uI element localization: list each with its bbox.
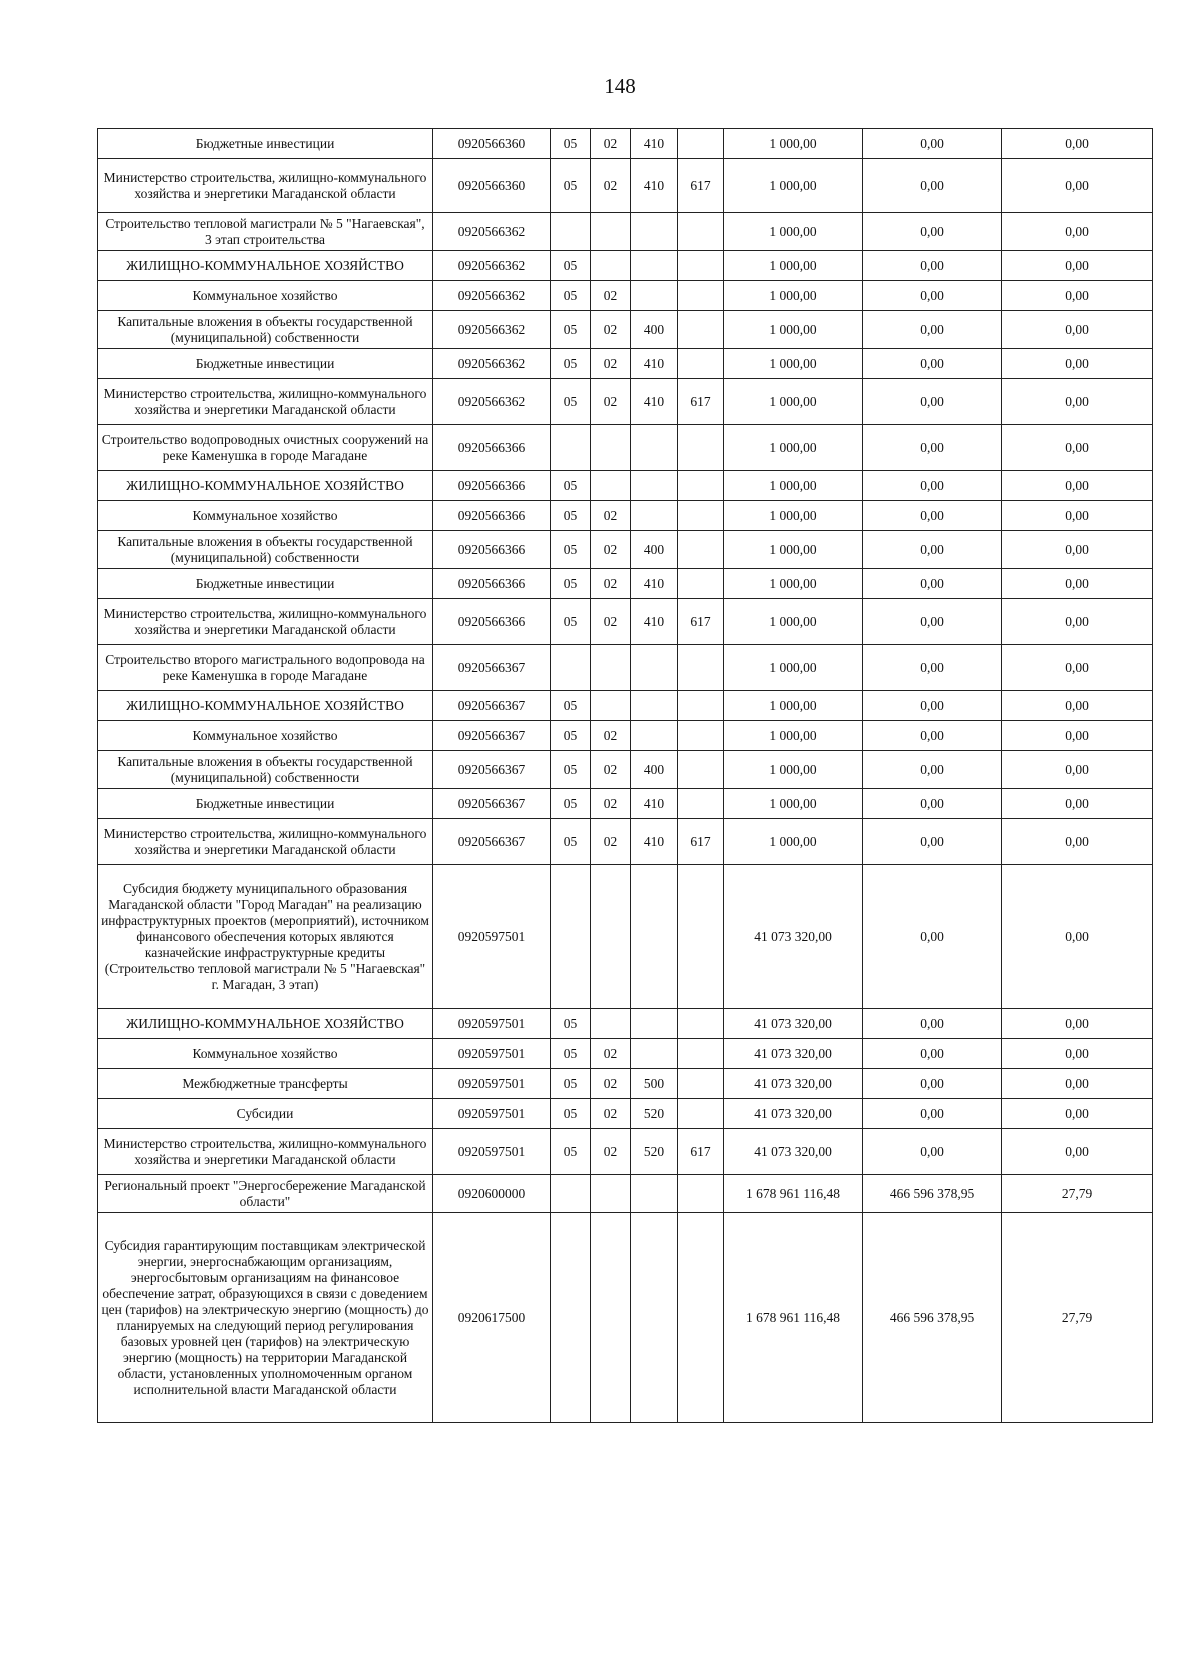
cell-percent: 27,79 — [1002, 1213, 1153, 1423]
cell-planned-amount: 1 000,00 — [724, 691, 863, 721]
cell-planned-amount: 1 000,00 — [724, 531, 863, 569]
cell-percent: 0,00 — [1002, 425, 1153, 471]
table-row — [98, 251, 1153, 281]
cell-section: 05 — [551, 1129, 591, 1175]
cell-expense-type: 400 — [631, 311, 678, 349]
cell-subsection — [591, 691, 631, 721]
cell-percent: 0,00 — [1002, 213, 1153, 251]
cell-section: 05 — [551, 1099, 591, 1129]
cell-section: 05 — [551, 379, 591, 425]
cell-subsection: 02 — [591, 1039, 631, 1069]
cell-actual-amount: 0,00 — [863, 569, 1002, 599]
cell-administrator-code — [678, 251, 724, 281]
cell-target-code: 0920566362 — [433, 311, 551, 349]
cell-planned-amount: 1 678 961 116,48 — [724, 1175, 863, 1213]
cell-name: Капитальные вложения в объекты государственной (муниципальной) собственности — [98, 751, 433, 789]
cell-subsection — [591, 251, 631, 281]
cell-section: 05 — [551, 471, 591, 501]
table-row — [98, 1099, 1153, 1129]
cell-actual-amount: 0,00 — [863, 819, 1002, 865]
cell-administrator-code: 617 — [678, 159, 724, 213]
cell-administrator-code — [678, 1175, 724, 1213]
cell-percent: 0,00 — [1002, 349, 1153, 379]
cell-administrator-code — [678, 471, 724, 501]
cell-planned-amount: 41 073 320,00 — [724, 1039, 863, 1069]
table-row — [98, 425, 1153, 471]
cell-target-code: 0920566366 — [433, 569, 551, 599]
cell-administrator-code — [678, 531, 724, 569]
cell-name: Субсидии — [98, 1099, 433, 1129]
cell-planned-amount: 41 073 320,00 — [724, 1099, 863, 1129]
table-row — [98, 819, 1153, 865]
cell-subsection: 02 — [591, 379, 631, 425]
table-row — [98, 1129, 1153, 1175]
cell-actual-amount: 0,00 — [863, 251, 1002, 281]
cell-target-code: 0920597501 — [433, 1099, 551, 1129]
cell-planned-amount: 1 000,00 — [724, 721, 863, 751]
cell-actual-amount: 0,00 — [863, 645, 1002, 691]
table-row — [98, 599, 1153, 645]
table-row — [98, 865, 1153, 1009]
cell-actual-amount: 0,00 — [863, 311, 1002, 349]
cell-target-code: 0920597501 — [433, 865, 551, 1009]
cell-percent: 0,00 — [1002, 159, 1153, 213]
cell-target-code: 0920566366 — [433, 501, 551, 531]
cell-planned-amount: 41 073 320,00 — [724, 1069, 863, 1099]
cell-target-code: 0920566362 — [433, 379, 551, 425]
cell-target-code: 0920566366 — [433, 471, 551, 501]
cell-administrator-code: 617 — [678, 1129, 724, 1175]
cell-expense-type — [631, 425, 678, 471]
cell-administrator-code — [678, 1009, 724, 1039]
cell-target-code: 0920566360 — [433, 159, 551, 213]
table-row — [98, 213, 1153, 251]
budget-table — [97, 128, 1153, 1423]
cell-subsection — [591, 425, 631, 471]
cell-name: Субсидия бюджету муниципального образования Магаданской области "Город Магадан" на реализацию инфраструктурных проектов (мероприятий), источником финансового обеспечения которых являются казначейские инфраструктурные кредиты (Строительство тепловой магистрали № 5 "Нагаевская" г. Магадан, 3 этап) — [98, 865, 433, 1009]
cell-administrator-code: 617 — [678, 819, 724, 865]
cell-percent: 0,00 — [1002, 865, 1153, 1009]
cell-section: 05 — [551, 569, 591, 599]
cell-target-code: 0920566366 — [433, 599, 551, 645]
cell-name: Бюджетные инвестиции — [98, 129, 433, 159]
cell-subsection: 02 — [591, 1129, 631, 1175]
cell-section — [551, 865, 591, 1009]
cell-actual-amount: 0,00 — [863, 159, 1002, 213]
cell-planned-amount: 41 073 320,00 — [724, 1009, 863, 1039]
cell-expense-type: 410 — [631, 569, 678, 599]
cell-target-code: 0920566367 — [433, 789, 551, 819]
cell-actual-amount: 0,00 — [863, 1039, 1002, 1069]
cell-expense-type — [631, 1213, 678, 1423]
cell-actual-amount: 0,00 — [863, 281, 1002, 311]
cell-subsection: 02 — [591, 1069, 631, 1099]
cell-section: 05 — [551, 691, 591, 721]
cell-section: 05 — [551, 531, 591, 569]
cell-section: 05 — [551, 311, 591, 349]
cell-name: Коммунальное хозяйство — [98, 1039, 433, 1069]
cell-planned-amount: 1 000,00 — [724, 819, 863, 865]
cell-administrator-code — [678, 1039, 724, 1069]
cell-name: Министерство строительства, жилищно-коммунального хозяйства и энергетики Магаданской области — [98, 159, 433, 213]
table-row — [98, 501, 1153, 531]
cell-expense-type: 410 — [631, 789, 678, 819]
cell-planned-amount: 1 000,00 — [724, 789, 863, 819]
cell-target-code: 0920566362 — [433, 349, 551, 379]
cell-target-code: 0920566367 — [433, 751, 551, 789]
cell-expense-type — [631, 721, 678, 751]
table-row — [98, 751, 1153, 789]
cell-section: 05 — [551, 251, 591, 281]
cell-administrator-code — [678, 349, 724, 379]
cell-actual-amount: 0,00 — [863, 751, 1002, 789]
cell-percent: 27,79 — [1002, 1175, 1153, 1213]
cell-name: Министерство строительства, жилищно-коммунального хозяйства и энергетики Магаданской области — [98, 379, 433, 425]
cell-actual-amount: 0,00 — [863, 1129, 1002, 1175]
cell-percent: 0,00 — [1002, 789, 1153, 819]
cell-administrator-code — [678, 281, 724, 311]
cell-percent: 0,00 — [1002, 751, 1153, 789]
cell-administrator-code — [678, 721, 724, 751]
table-row — [98, 1175, 1153, 1213]
cell-percent: 0,00 — [1002, 471, 1153, 501]
cell-actual-amount: 0,00 — [863, 531, 1002, 569]
table-row — [98, 789, 1153, 819]
cell-name: Строительство тепловой магистрали № 5 "Нагаевская", 3 этап строительства — [98, 213, 433, 251]
table-row — [98, 159, 1153, 213]
cell-expense-type — [631, 471, 678, 501]
cell-subsection: 02 — [591, 721, 631, 751]
cell-expense-type — [631, 251, 678, 281]
cell-target-code: 0920566362 — [433, 281, 551, 311]
cell-actual-amount: 0,00 — [863, 1069, 1002, 1099]
cell-actual-amount: 0,00 — [863, 865, 1002, 1009]
cell-section: 05 — [551, 501, 591, 531]
cell-actual-amount: 0,00 — [863, 789, 1002, 819]
cell-section: 05 — [551, 159, 591, 213]
cell-target-code: 0920617500 — [433, 1213, 551, 1423]
cell-expense-type: 410 — [631, 159, 678, 213]
cell-subsection: 02 — [591, 751, 631, 789]
cell-target-code: 0920597501 — [433, 1039, 551, 1069]
cell-percent: 0,00 — [1002, 251, 1153, 281]
cell-name: ЖИЛИЩНО-КОММУНАЛЬНОЕ ХОЗЯЙСТВО — [98, 471, 433, 501]
cell-subsection: 02 — [591, 281, 631, 311]
cell-name: Строительство водопроводных очистных сооружений на реке Каменушка в городе Магадане — [98, 425, 433, 471]
cell-planned-amount: 1 000,00 — [724, 251, 863, 281]
table-row — [98, 645, 1153, 691]
cell-planned-amount: 1 000,00 — [724, 159, 863, 213]
cell-subsection — [591, 1213, 631, 1423]
cell-section — [551, 645, 591, 691]
cell-target-code: 0920566367 — [433, 819, 551, 865]
cell-percent: 0,00 — [1002, 501, 1153, 531]
cell-administrator-code — [678, 691, 724, 721]
cell-section: 05 — [551, 281, 591, 311]
cell-name: Коммунальное хозяйство — [98, 501, 433, 531]
cell-administrator-code — [678, 501, 724, 531]
cell-planned-amount: 1 000,00 — [724, 311, 863, 349]
cell-subsection: 02 — [591, 569, 631, 599]
cell-section: 05 — [551, 599, 591, 645]
cell-percent: 0,00 — [1002, 569, 1153, 599]
cell-expense-type: 520 — [631, 1099, 678, 1129]
cell-subsection: 02 — [591, 311, 631, 349]
cell-administrator-code — [678, 865, 724, 1009]
cell-actual-amount: 0,00 — [863, 425, 1002, 471]
cell-name: Министерство строительства, жилищно-коммунального хозяйства и энергетики Магаданской области — [98, 599, 433, 645]
cell-expense-type: 400 — [631, 531, 678, 569]
cell-planned-amount: 1 000,00 — [724, 281, 863, 311]
cell-section: 05 — [551, 1069, 591, 1099]
cell-planned-amount: 1 678 961 116,48 — [724, 1213, 863, 1423]
cell-section: 05 — [551, 129, 591, 159]
cell-administrator-code — [678, 1099, 724, 1129]
cell-expense-type: 500 — [631, 1069, 678, 1099]
cell-target-code: 0920566367 — [433, 645, 551, 691]
cell-actual-amount: 466 596 378,95 — [863, 1213, 1002, 1423]
cell-administrator-code — [678, 789, 724, 819]
cell-percent: 0,00 — [1002, 129, 1153, 159]
cell-section: 05 — [551, 721, 591, 751]
table-row — [98, 1009, 1153, 1039]
cell-administrator-code — [678, 751, 724, 789]
cell-subsection — [591, 1175, 631, 1213]
cell-percent: 0,00 — [1002, 281, 1153, 311]
cell-expense-type — [631, 281, 678, 311]
cell-section — [551, 213, 591, 251]
cell-administrator-code — [678, 213, 724, 251]
cell-percent: 0,00 — [1002, 379, 1153, 425]
table-row — [98, 471, 1153, 501]
cell-actual-amount: 0,00 — [863, 213, 1002, 251]
cell-section — [551, 1175, 591, 1213]
cell-expense-type: 400 — [631, 751, 678, 789]
table-row — [98, 721, 1153, 751]
cell-expense-type — [631, 213, 678, 251]
cell-planned-amount: 1 000,00 — [724, 425, 863, 471]
cell-percent: 0,00 — [1002, 311, 1153, 349]
cell-subsection: 02 — [591, 349, 631, 379]
cell-name: Капитальные вложения в объекты государственной (муниципальной) собственности — [98, 531, 433, 569]
cell-expense-type: 410 — [631, 819, 678, 865]
cell-expense-type — [631, 1009, 678, 1039]
cell-name: Капитальные вложения в объекты государственной (муниципальной) собственности — [98, 311, 433, 349]
table-row — [98, 1039, 1153, 1069]
cell-name: ЖИЛИЩНО-КОММУНАЛЬНОЕ ХОЗЯЙСТВО — [98, 691, 433, 721]
page-number: 148 — [604, 74, 636, 98]
cell-percent: 0,00 — [1002, 1039, 1153, 1069]
cell-section: 05 — [551, 349, 591, 379]
table-row — [98, 129, 1153, 159]
cell-target-code: 0920566366 — [433, 425, 551, 471]
cell-target-code: 0920566367 — [433, 691, 551, 721]
cell-actual-amount: 0,00 — [863, 501, 1002, 531]
table-row — [98, 1213, 1153, 1423]
cell-name: Коммунальное хозяйство — [98, 281, 433, 311]
cell-name: Коммунальное хозяйство — [98, 721, 433, 751]
cell-section: 05 — [551, 819, 591, 865]
cell-subsection — [591, 865, 631, 1009]
cell-actual-amount: 0,00 — [863, 1099, 1002, 1129]
cell-name: Строительство второго магистрального водопровода на реке Каменушка в городе Магадане — [98, 645, 433, 691]
cell-planned-amount: 1 000,00 — [724, 129, 863, 159]
cell-name: ЖИЛИЩНО-КОММУНАЛЬНОЕ ХОЗЯЙСТВО — [98, 251, 433, 281]
cell-planned-amount: 1 000,00 — [724, 471, 863, 501]
cell-percent: 0,00 — [1002, 1129, 1153, 1175]
cell-expense-type — [631, 1175, 678, 1213]
cell-percent: 0,00 — [1002, 691, 1153, 721]
cell-administrator-code: 617 — [678, 379, 724, 425]
cell-planned-amount: 1 000,00 — [724, 599, 863, 645]
cell-actual-amount: 0,00 — [863, 721, 1002, 751]
cell-subsection — [591, 471, 631, 501]
cell-actual-amount: 0,00 — [863, 349, 1002, 379]
cell-name: Бюджетные инвестиции — [98, 349, 433, 379]
cell-expense-type: 410 — [631, 379, 678, 425]
cell-target-code: 0920566366 — [433, 531, 551, 569]
cell-target-code: 0920566362 — [433, 213, 551, 251]
cell-planned-amount: 41 073 320,00 — [724, 865, 863, 1009]
cell-subsection: 02 — [591, 1099, 631, 1129]
cell-planned-amount: 1 000,00 — [724, 213, 863, 251]
cell-administrator-code — [678, 1069, 724, 1099]
cell-actual-amount: 0,00 — [863, 599, 1002, 645]
cell-name: ЖИЛИЩНО-КОММУНАЛЬНОЕ ХОЗЯЙСТВО — [98, 1009, 433, 1039]
cell-expense-type: 520 — [631, 1129, 678, 1175]
table-row — [98, 349, 1153, 379]
cell-actual-amount: 0,00 — [863, 379, 1002, 425]
cell-target-code: 0920597501 — [433, 1069, 551, 1099]
table-row — [98, 311, 1153, 349]
cell-name: Бюджетные инвестиции — [98, 789, 433, 819]
cell-planned-amount: 1 000,00 — [724, 751, 863, 789]
cell-subsection: 02 — [591, 159, 631, 213]
cell-target-code: 0920566362 — [433, 251, 551, 281]
cell-expense-type — [631, 691, 678, 721]
cell-expense-type: 410 — [631, 349, 678, 379]
cell-target-code: 0920566360 — [433, 129, 551, 159]
cell-section: 05 — [551, 751, 591, 789]
cell-subsection: 02 — [591, 531, 631, 569]
cell-target-code: 0920597501 — [433, 1129, 551, 1175]
cell-planned-amount: 1 000,00 — [724, 645, 863, 691]
cell-percent: 0,00 — [1002, 721, 1153, 751]
table-row — [98, 531, 1153, 569]
cell-planned-amount: 1 000,00 — [724, 569, 863, 599]
cell-administrator-code — [678, 129, 724, 159]
cell-name: Региональный проект "Энергосбережение Магаданской области" — [98, 1175, 433, 1213]
cell-administrator-code — [678, 569, 724, 599]
cell-subsection: 02 — [591, 501, 631, 531]
cell-subsection: 02 — [591, 789, 631, 819]
cell-administrator-code: 617 — [678, 599, 724, 645]
cell-section — [551, 1213, 591, 1423]
cell-actual-amount: 0,00 — [863, 691, 1002, 721]
cell-expense-type — [631, 501, 678, 531]
cell-administrator-code — [678, 311, 724, 349]
cell-percent: 0,00 — [1002, 599, 1153, 645]
cell-subsection: 02 — [591, 819, 631, 865]
cell-subsection — [591, 645, 631, 691]
cell-actual-amount: 466 596 378,95 — [863, 1175, 1002, 1213]
cell-planned-amount: 1 000,00 — [724, 349, 863, 379]
cell-actual-amount: 0,00 — [863, 1009, 1002, 1039]
cell-percent: 0,00 — [1002, 1099, 1153, 1129]
cell-subsection — [591, 213, 631, 251]
cell-section — [551, 425, 591, 471]
cell-name: Межбюджетные трансферты — [98, 1069, 433, 1099]
cell-percent: 0,00 — [1002, 1009, 1153, 1039]
table-row — [98, 569, 1153, 599]
cell-administrator-code — [678, 645, 724, 691]
cell-expense-type: 410 — [631, 599, 678, 645]
cell-expense-type: 410 — [631, 129, 678, 159]
cell-percent: 0,00 — [1002, 645, 1153, 691]
cell-target-code: 0920597501 — [433, 1009, 551, 1039]
cell-percent: 0,00 — [1002, 1069, 1153, 1099]
cell-name: Субсидия гарантирующим поставщикам электрической энергии, энергоснабжающим организациям, энергосбытовым организациям на финансовое обеспечение затрат, образующихся в связи с доведением цен (тарифов) на электрическую энергию (мощность) до планируемых на следующий период регулирования базовых уровней цен (тарифов) на электрическую энергию (мощность) на территории Магаданской области, установленных уполномоченным органом исполнительной власти Магаданской области — [98, 1213, 433, 1423]
cell-section: 05 — [551, 789, 591, 819]
cell-percent: 0,00 — [1002, 819, 1153, 865]
cell-name: Бюджетные инвестиции — [98, 569, 433, 599]
cell-name: Министерство строительства, жилищно-коммунального хозяйства и энергетики Магаданской области — [98, 1129, 433, 1175]
cell-section: 05 — [551, 1039, 591, 1069]
cell-administrator-code — [678, 425, 724, 471]
cell-planned-amount: 1 000,00 — [724, 379, 863, 425]
cell-actual-amount: 0,00 — [863, 471, 1002, 501]
cell-target-code: 0920566367 — [433, 721, 551, 751]
cell-planned-amount: 41 073 320,00 — [724, 1129, 863, 1175]
table-row — [98, 691, 1153, 721]
cell-actual-amount: 0,00 — [863, 129, 1002, 159]
cell-subsection — [591, 1009, 631, 1039]
cell-name: Министерство строительства, жилищно-коммунального хозяйства и энергетики Магаданской области — [98, 819, 433, 865]
cell-target-code: 0920600000 — [433, 1175, 551, 1213]
cell-subsection: 02 — [591, 129, 631, 159]
table-row — [98, 1069, 1153, 1099]
cell-planned-amount: 1 000,00 — [724, 501, 863, 531]
table-row — [98, 379, 1153, 425]
cell-subsection: 02 — [591, 599, 631, 645]
cell-expense-type — [631, 645, 678, 691]
cell-administrator-code — [678, 1213, 724, 1423]
cell-expense-type — [631, 1039, 678, 1069]
table-row — [98, 281, 1153, 311]
cell-percent: 0,00 — [1002, 531, 1153, 569]
cell-section: 05 — [551, 1009, 591, 1039]
cell-expense-type — [631, 865, 678, 1009]
